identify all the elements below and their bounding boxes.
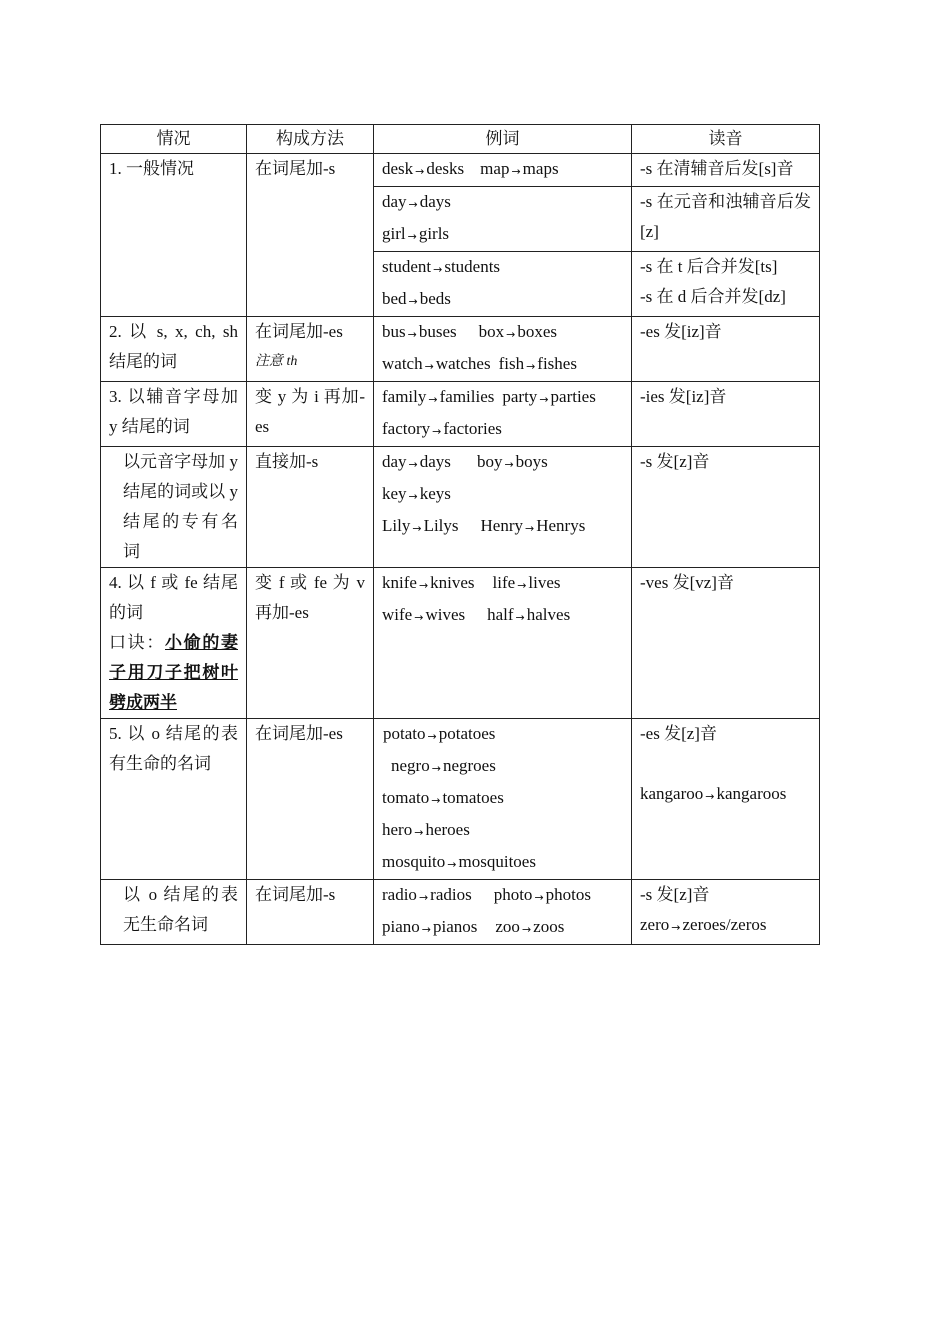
word-pair: [640, 910, 767, 942]
plural-word: maps: [522, 159, 559, 178]
arrow-icon: →: [412, 522, 422, 535]
plural-rules-table: [100, 124, 820, 945]
singular-word: factory: [382, 419, 431, 438]
plural-word: lives: [528, 573, 561, 592]
word-pair: [383, 719, 495, 751]
situation-cell: 3. 以辅音字母加 y 结尾的词: [101, 382, 247, 447]
pronunciation-cell: -s 在 t 后合并发[ts] -s 在 d 后合并发[dz]: [632, 252, 820, 317]
plural-word: photos: [545, 885, 591, 904]
arrow-icon: →: [504, 458, 514, 471]
table-row: [101, 447, 820, 568]
arrow-icon: →: [539, 393, 549, 406]
plural-word: days: [419, 452, 451, 471]
plural-word: desks: [426, 159, 465, 178]
arrow-icon: →: [408, 458, 418, 471]
singular-word: bed: [382, 289, 407, 308]
word-pair: [640, 779, 786, 811]
situation-cell: 以元音字母加 y 结尾的词或以 y 结尾的专有名词: [101, 447, 247, 568]
plural-word: potatoes: [438, 724, 496, 743]
examples-cell: [374, 568, 632, 719]
plural-word: mosquitoes: [458, 852, 536, 871]
header-situation: 情况: [101, 125, 247, 154]
singular-word: day: [382, 452, 407, 471]
plural-word: beds: [419, 289, 451, 308]
plural-word: families: [439, 387, 495, 406]
arrow-icon: →: [506, 328, 516, 341]
examples-cell: [374, 447, 632, 568]
word-pair: [494, 880, 591, 912]
singular-word: zoo: [495, 917, 520, 936]
plural-word: halves: [526, 605, 571, 624]
word-pair: [382, 382, 494, 414]
table-row: [101, 154, 820, 187]
plural-word: kangaroos: [716, 784, 787, 803]
word-pair: [382, 187, 451, 219]
word-pair: [502, 382, 595, 414]
plural-word: pianos: [433, 917, 478, 936]
method-cell: 在词尾加-s: [247, 880, 374, 945]
singular-word: half: [487, 605, 514, 624]
plural-word: students: [444, 257, 501, 276]
word-pair: [495, 912, 564, 944]
mnemonic-text: 小偷的妻子用刀子把树叶劈成两半: [109, 633, 238, 712]
arrow-icon: →: [521, 923, 532, 936]
singular-word: key: [382, 484, 407, 503]
singular-word: hero: [382, 820, 413, 839]
pronunciation-cell: -ies 发[iz]音: [632, 382, 820, 447]
situation-cell: 5. 以 o 结尾的表有生命的名词: [101, 719, 247, 880]
situation-cell: 2. 以 s, x, ch, sh 结尾的词: [101, 317, 247, 382]
word-pair: [382, 912, 477, 944]
arrow-icon: →: [511, 165, 521, 178]
examples-cell: [374, 154, 632, 187]
arrow-icon: →: [415, 165, 425, 178]
mnemonic-label: 口诀：: [109, 633, 165, 652]
singular-word: student: [382, 257, 432, 276]
singular-word: party: [502, 387, 538, 406]
pronunciation-cell: -ves 发[vz]音: [632, 568, 820, 719]
singular-word: box: [478, 322, 505, 341]
word-pair: [382, 284, 451, 316]
method-cell: 直接加-s: [247, 447, 374, 568]
method-cell: 变 f 或 fe 为 v 再加-es: [247, 568, 374, 719]
header-examples: 例词: [374, 125, 632, 154]
plural-word: knives: [430, 573, 475, 592]
header-method: 构成方法: [247, 125, 374, 154]
situation-cell: 4. 以 f 或 fe 结尾的词 口诀：小偷的妻子用刀子把树叶劈成两半: [101, 568, 247, 719]
arrow-icon: →: [534, 891, 544, 904]
word-pair: [382, 219, 449, 251]
arrow-icon: →: [424, 360, 434, 373]
arrow-icon: →: [418, 891, 429, 904]
arrow-icon: →: [427, 730, 437, 743]
plural-word: Henrys: [536, 516, 586, 535]
examples-cell: [374, 719, 632, 880]
table-row: [101, 568, 820, 719]
word-pair: [481, 511, 586, 543]
plural-word: girls: [418, 224, 450, 243]
word-pair: [382, 568, 475, 600]
word-pair: [382, 783, 504, 815]
word-pair: [382, 847, 536, 879]
pronunciation-cell: -s 发[z]音: [632, 447, 820, 568]
word-pair: [479, 317, 557, 349]
plural-word: fishes: [537, 354, 577, 373]
arrow-icon: →: [515, 611, 525, 624]
plural-word: wives: [425, 605, 466, 624]
singular-word: piano: [382, 917, 420, 936]
singular-word: boy: [476, 452, 503, 471]
pronunciation-cell: -s 发[z]音 zero → zeroes/zeros: [632, 880, 820, 945]
header-pronunciation: 读音: [632, 125, 820, 154]
table-row: [101, 719, 820, 880]
arrow-icon: →: [421, 923, 431, 936]
table-row: [101, 382, 820, 447]
arrow-icon: →: [431, 794, 441, 807]
word-pair: [382, 447, 451, 479]
plural-word: Lilys: [423, 516, 459, 535]
arrow-icon: →: [408, 295, 418, 308]
word-pair: [382, 317, 457, 349]
plural-word: keys: [419, 484, 451, 503]
situation-cell: 1. 一般情况: [101, 154, 247, 317]
plural-word: watches: [435, 354, 491, 373]
arrow-icon: →: [432, 425, 442, 438]
arrow-icon: →: [705, 790, 715, 803]
plural-word: negroes: [442, 756, 496, 775]
arrow-icon: →: [526, 360, 536, 373]
pronunciation-cell: -s 在元音和浊辅音后发[z]: [632, 187, 820, 252]
word-pair: [499, 349, 577, 381]
singular-word: desk: [382, 159, 414, 178]
singular-word: bus: [382, 322, 406, 341]
singular-word: negro: [391, 756, 430, 775]
word-pair: [382, 154, 464, 186]
note-text: 注意 th: [255, 354, 298, 369]
word-pair: [382, 880, 472, 912]
singular-word: map: [480, 159, 510, 178]
plural-word: boxes: [517, 322, 558, 341]
singular-word: wife: [382, 605, 413, 624]
singular-word: radio: [382, 885, 417, 904]
pronunciation-cell: -es 发[z]音 kangaroo → kangaroos: [632, 719, 820, 880]
plural-word: tomatoes: [442, 788, 504, 807]
singular-word: kangaroo: [640, 784, 704, 803]
examples-cell: [374, 252, 632, 317]
examples-cell: [374, 317, 632, 382]
plural-word: zoos: [533, 917, 565, 936]
singular-word: life: [492, 573, 516, 592]
plural-word: heroes: [425, 820, 470, 839]
table-row: [101, 317, 820, 382]
word-pair: [480, 154, 558, 186]
method-cell: 在词尾加-es: [247, 719, 374, 880]
word-pair: [382, 815, 470, 847]
singular-word: potato: [383, 724, 426, 743]
singular-word: Lily: [382, 516, 411, 535]
examples-cell: [374, 382, 632, 447]
header-row: [101, 125, 820, 154]
arrow-icon: →: [428, 393, 438, 406]
singular-word: family: [382, 387, 427, 406]
plural-word: zeroes/zeros: [682, 915, 767, 934]
pronunciation-cell: -es 发[iz]音: [632, 317, 820, 382]
singular-word: mosquito: [382, 852, 446, 871]
arrow-icon: →: [671, 921, 681, 934]
plural-word: boys: [515, 452, 548, 471]
arrow-icon: →: [414, 826, 424, 839]
word-pair: [493, 568, 561, 600]
method-cell: 在词尾加-es 注意 th: [247, 317, 374, 382]
singular-word: knife: [382, 573, 417, 592]
plural-word: factories: [443, 419, 502, 438]
arrow-icon: →: [447, 858, 457, 871]
word-pair: [382, 349, 491, 381]
word-pair: [382, 600, 465, 632]
singular-word: Henry: [480, 516, 523, 535]
pronunciation-cell: -s 在清辅音后发[s]音: [632, 154, 820, 187]
singular-word: watch: [382, 354, 423, 373]
plural-word: buses: [418, 322, 457, 341]
situation-cell: 以 o 结尾的表无生命名词: [101, 880, 247, 945]
arrow-icon: →: [408, 490, 418, 503]
arrow-icon: →: [418, 579, 429, 592]
word-pair: [477, 447, 548, 479]
word-pair: [382, 414, 502, 446]
examples-cell: [374, 187, 632, 252]
arrow-icon: →: [431, 762, 441, 775]
arrow-icon: →: [414, 611, 424, 624]
plural-word: days: [419, 192, 451, 211]
singular-word: day: [382, 192, 407, 211]
arrow-icon: →: [408, 198, 418, 211]
arrow-icon: →: [407, 230, 417, 243]
singular-word: fish: [498, 354, 525, 373]
singular-word: photo: [493, 885, 533, 904]
singular-word: zero: [640, 915, 670, 934]
word-pair: [382, 511, 459, 543]
singular-word: girl: [382, 224, 406, 243]
plural-word: parties: [550, 387, 596, 406]
word-pair: [382, 479, 451, 511]
plural-word: radios: [430, 885, 472, 904]
method-cell: 变 y 为 i 再加-es: [247, 382, 374, 447]
singular-word: tomato: [382, 788, 430, 807]
table-row: [101, 880, 820, 945]
arrow-icon: →: [517, 579, 527, 592]
method-cell: 在词尾加-s: [247, 154, 374, 317]
arrow-icon: →: [525, 522, 535, 535]
word-pair: [391, 751, 496, 783]
word-pair: [487, 600, 570, 632]
word-pair: [382, 252, 500, 284]
arrow-icon: →: [407, 328, 417, 341]
examples-cell: [374, 880, 632, 945]
arrow-icon: →: [433, 263, 443, 276]
